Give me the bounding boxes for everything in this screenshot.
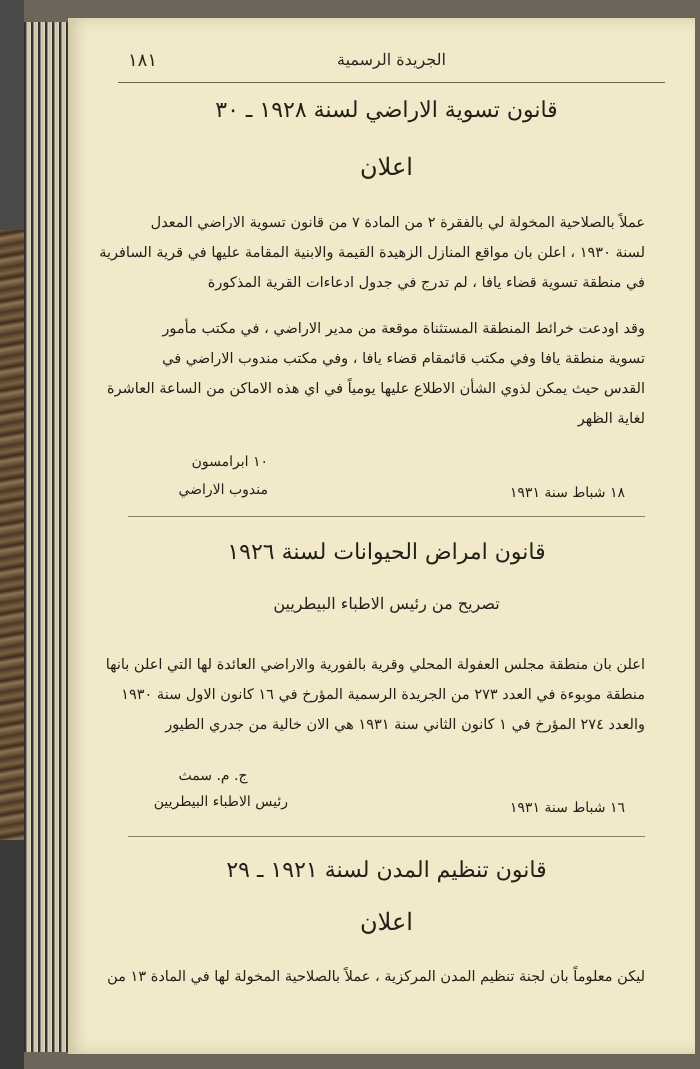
section-divider — [128, 836, 645, 837]
signatory-title-1: مندوب الاراضي — [178, 482, 268, 498]
text-line: تسوية منطقة يافا وفي مكتب قائمقام قضاء يافا ، وفي مكتب مندوب الاراضي في — [162, 351, 645, 367]
text-line: القدس حيث يمكن لذوي الشأن الاطلاع عليها يومياً في اي هذه الاماكن من الساعة العاشرة — [107, 381, 645, 397]
spine-cover-bottom — [0, 840, 24, 1069]
notice-date-1: ١٨ شباط سنة ١٩٣١ — [509, 485, 625, 501]
text-line: لغاية الظهر — [577, 411, 645, 427]
signatory-title-2: رئيس الاطباء البيطريين — [153, 794, 288, 810]
text-line: ليكن معلوماً بان لجنة تنظيم المدن المركزية ، عملاً بالصلاحية المخولة لها في المادة ١٣ من — [107, 969, 645, 985]
gazette-page — [68, 18, 695, 1054]
law-title-land-settlement: قانون تسوية الاراضي لسنة ١٩٢٨ ـ ٣٠ — [215, 98, 558, 123]
running-header — [118, 48, 665, 83]
page-number: ١٨١ — [128, 50, 158, 71]
page-stack-edge — [24, 22, 70, 1052]
text-line: في منطقة تسوية قضاء يافا ، لم تدرج في جدول ادعاءات القرية المذكورة — [207, 275, 645, 291]
notice-heading-3: اعلان — [360, 908, 413, 936]
text-line: اعلن بان منطقة مجلس العفولة المحلي وقرية بالفورية والاراضي العائدة لها التي اعلن بانها — [105, 657, 645, 673]
header-title: الجريدة الرسمية — [336, 50, 446, 69]
section-divider — [128, 516, 645, 517]
notice-paragraph-3 — [107, 962, 645, 992]
notice-heading-1: اعلان — [360, 153, 413, 181]
text-line: وقد اودعت خرائط المنطقة المستثناة موقعة من مدير الاراضي ، في مكتب مأمور — [162, 321, 645, 337]
text-line: والعدد ٢٧٤ المؤرخ في ١ كانون الثاني سنة ١٩٣١ هي الان خالية من جدري الطيور — [165, 717, 645, 733]
law-title-animal-diseases: قانون امراض الحيوانات لسنة ١٩٢٦ — [227, 540, 546, 565]
signatory-name-2: ج. م. سمث — [178, 768, 248, 784]
declaration-subtitle: تصريح من رئيس الاطباء البيطريين — [273, 594, 500, 613]
law-title-town-planning: قانون تنظيم المدن لسنة ١٩٢١ ـ ٢٩ — [226, 858, 547, 883]
text-line: عملاً بالصلاحية المخولة لي بالفقرة ٢ من المادة ٧ من قانون تسوية الاراضي المعدل — [150, 215, 645, 231]
notice-paragraph-2 — [107, 314, 645, 434]
signatory-name-1: ١٠ ابرامسون — [191, 454, 268, 470]
text-line: لسنة ١٩٣٠ ، اعلن بان مواقع المنازل الزهيدة القيمة والابنية المقامة عليها في قرية السافرية — [99, 245, 645, 261]
text-line: منطقة موبوءة في العدد ٢٧٣ من الجريدة الرسمية المؤرخ في ١٦ كانون الاول سنة ١٩٣٠ — [121, 687, 645, 703]
notice-paragraph-1 — [99, 208, 645, 298]
notice-date-2: ١٦ شباط سنة ١٩٣١ — [509, 800, 625, 816]
declaration-paragraph — [105, 650, 645, 740]
spine-cover-top — [0, 0, 24, 230]
